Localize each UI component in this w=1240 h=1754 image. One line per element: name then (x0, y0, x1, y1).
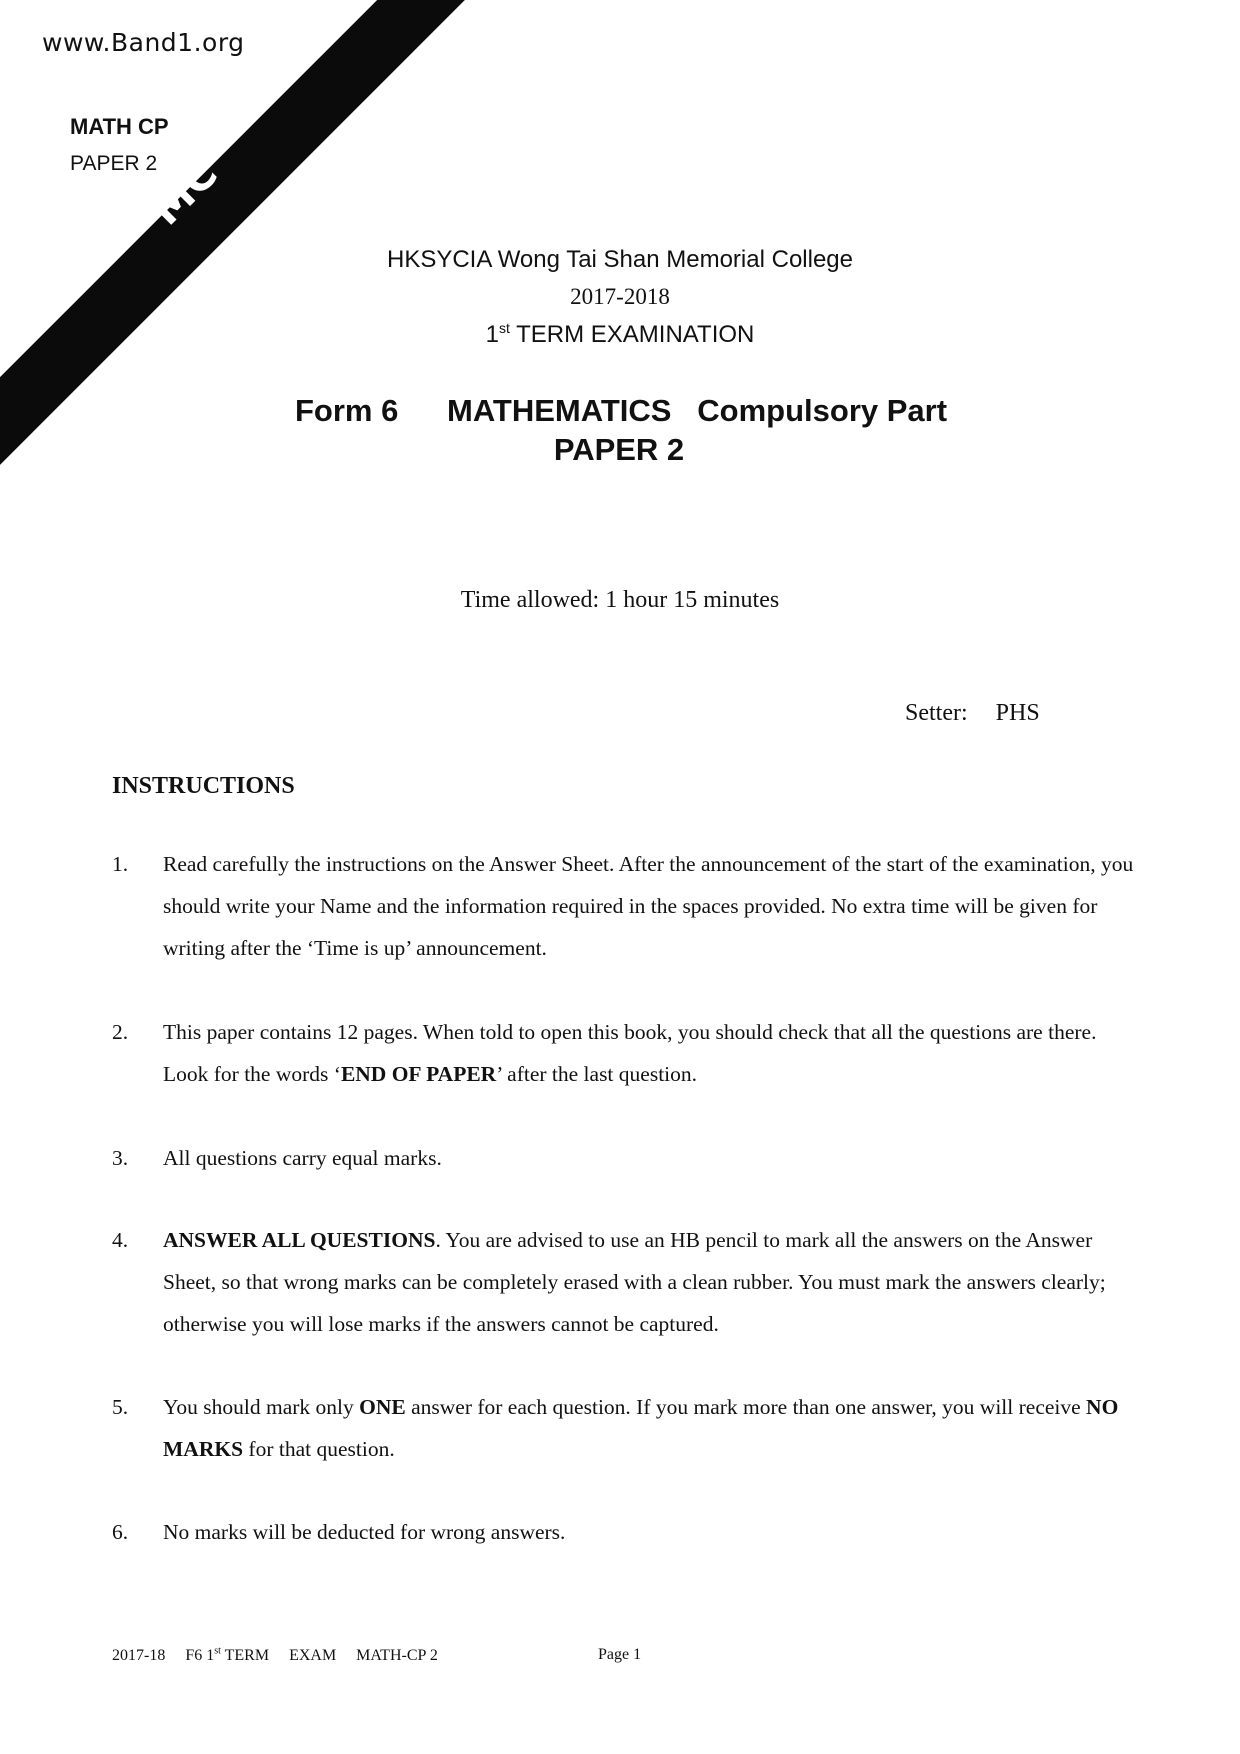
setter (905, 700, 1040, 727)
instruction-item (112, 1511, 1142, 1553)
instruction-number: 1. (112, 852, 129, 876)
footer-term: TERM (220, 1647, 270, 1665)
footer-exam: EXAM (289, 1647, 337, 1665)
instruction-text (163, 1219, 1142, 1345)
instruction-item (112, 1011, 1142, 1095)
instruction-text (163, 1011, 1142, 1095)
instruction-emphasis: ONE (359, 1395, 406, 1419)
paper-label: PAPER 2 (70, 152, 158, 175)
exam-term (0, 320, 1240, 349)
instruction-number: 6. (112, 1520, 129, 1544)
instruction-text (163, 1137, 1142, 1179)
page-footer (112, 1646, 458, 1665)
instruction-segment: Read carefully the instructions on the Answer Sheet. After the announcement of the start of the examination, you should write your Name and the information required in the spaces provided. No extra time will be given for writing after the ‘Time is up’ announcement. (163, 852, 1134, 960)
instruction-number: 2. (112, 1020, 129, 1044)
footer-code: MATH-CP 2 (356, 1647, 438, 1665)
instruction-segment: You should mark only (163, 1395, 360, 1419)
instruction-segment: This paper contains 12 pages. When told to open this book, you should check that all the questions are there. Look for the words ‘ (163, 1020, 1097, 1086)
instruction-text (163, 843, 1142, 969)
footer-form (185, 1647, 289, 1664)
school-name: HKSYCIA Wong Tai Shan Memorial College (386, 246, 853, 273)
instructions-heading: INSTRUCTIONS (112, 773, 295, 799)
term-number: 1 (485, 321, 499, 348)
footer-year: 2017-18 (112, 1647, 166, 1665)
term-superscript: st (499, 320, 510, 336)
paper-title-text: PAPER 2 (553, 432, 685, 467)
form-level: Form 6 (295, 393, 399, 428)
instruction-number: 5. (112, 1395, 129, 1419)
instruction-item (112, 1386, 1142, 1470)
instruction-number: 4. (112, 1228, 129, 1252)
instruction-emphasis: END OF PAPER (340, 1062, 497, 1086)
instruction-segment: answer for each question. If you mark more than one answer, you will receive (405, 1395, 1087, 1419)
exam-year: 2017-2018 (570, 284, 670, 309)
instruction-emphasis: ANSWER ALL QUESTIONS (163, 1228, 436, 1252)
paper-title (0, 432, 1240, 468)
banner-text: MC (140, 148, 227, 235)
instruction-segment: No marks will be deducted for wrong answers. (163, 1520, 566, 1544)
term-text: TERM EXAMINATION (509, 321, 755, 348)
instruction-item (112, 1219, 1142, 1345)
footer-form-sup: st (214, 1646, 221, 1657)
instruction-text (163, 1386, 1142, 1470)
time-allowed: Time allowed: 1 hour 15 minutes (460, 587, 780, 613)
site-watermark: www.Band1.org (42, 28, 245, 57)
instruction-emphasis: NO MARKS (163, 1395, 1119, 1461)
instruction-text (163, 1511, 1142, 1553)
subject-code: MATH CP (70, 114, 169, 139)
subject-title: MATHEMATICS Compulsory Part (447, 393, 948, 428)
instruction-segment: for that question. (243, 1437, 395, 1461)
instruction-segment: ’ after the last question. (496, 1062, 698, 1086)
instruction-item (112, 1137, 1142, 1179)
instruction-segment: All questions carry equal marks. (163, 1146, 442, 1170)
page-number: Page 1 (598, 1646, 642, 1663)
setter-label: Setter: (905, 700, 968, 726)
instruction-number: 3. (112, 1146, 129, 1170)
footer-form-num: F6 1 (185, 1647, 215, 1665)
setter-value: PHS (995, 700, 1040, 726)
instruction-item (112, 843, 1142, 969)
instruction-segment: . You are advised to use an HB pencil to mark all the answers on the Answer Sheet, so that wrong marks can be completely erased with a clean rubber. You must mark the answers clearly; otherwise you will lose marks if the answers cannot be captured. (163, 1228, 1106, 1336)
